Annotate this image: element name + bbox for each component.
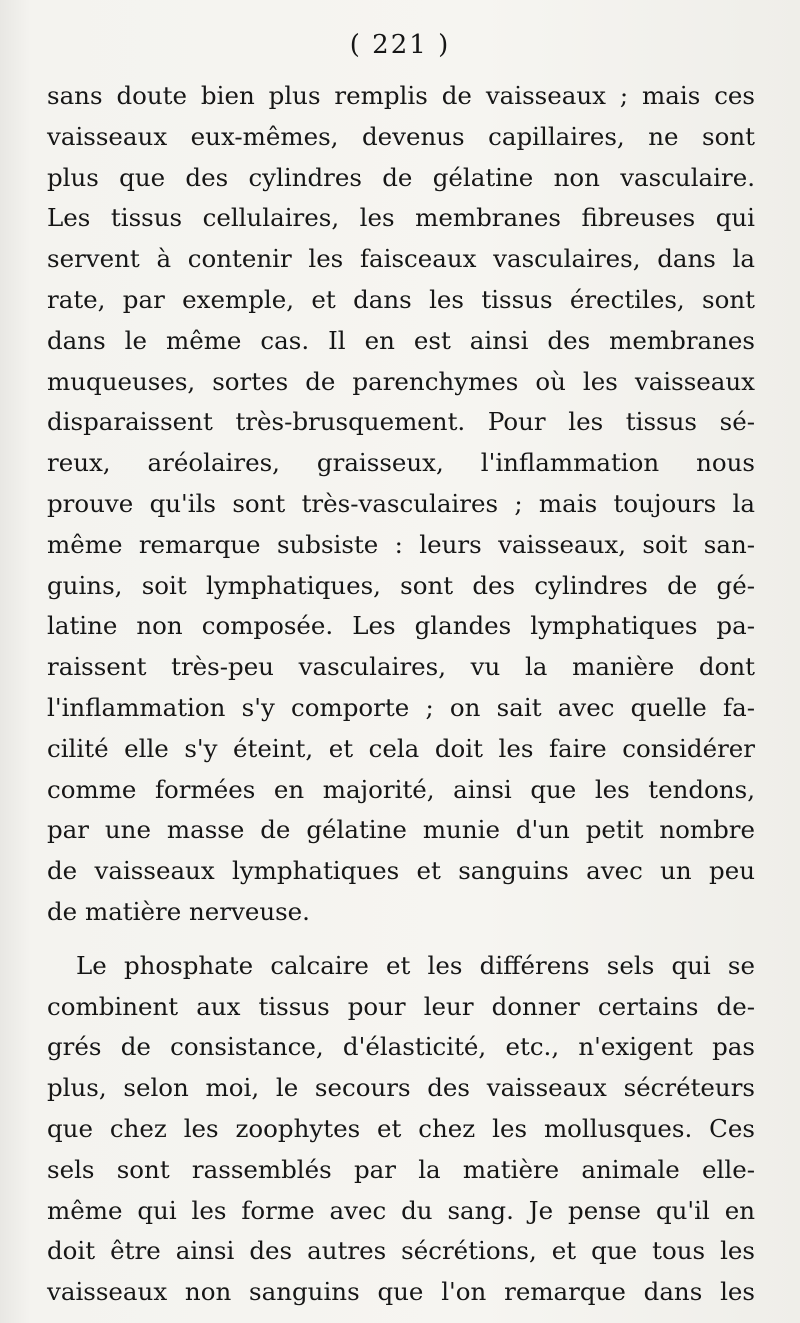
text-line: comme formées en majorité, ainsi que les tendons,	[47, 774, 755, 804]
text-line: que chez les zoophytes et chez les mollusques. Ces	[47, 1113, 755, 1143]
text-line: plus, selon moi, le secours des vaisseaux sécréteurs	[47, 1073, 755, 1103]
text-line: latine non composée. Les glandes lymphatiques pa-	[47, 611, 755, 641]
text-line: servent à contenir les faisceaux vasculaires, dans la	[47, 244, 755, 274]
page-number: ( 221 )	[349, 30, 451, 60]
text-line: grés de consistance, d'élasticité, etc., n'exigent pas	[47, 1032, 755, 1062]
text-line: de vaisseaux lymphatiques et sanguins avec un peu	[47, 856, 755, 886]
text-line: même remarque subsiste : leurs vaisseaux, soit san-	[47, 529, 755, 559]
text-line: guins, soit lymphatiques, sont des cylindres de gé-	[47, 570, 755, 600]
text-line: l'inflammation s'y comporte ; on sait avec quelle fa-	[47, 692, 755, 722]
text-line: combinent aux tissus pour leur donner certains de-	[47, 991, 755, 1021]
text-line: vaisseaux non sanguins que l'on remarque dans les	[47, 1277, 755, 1307]
body-text	[47, 76, 755, 1313]
paragraph-1	[47, 76, 755, 933]
text-line: rate, par exemple, et dans les tissus érectiles, sont	[47, 284, 755, 314]
text-line: reux, aréolaires, graisseux, l'inflammation nous	[47, 448, 755, 478]
text-line: muqueuses, sortes de parenchymes où les vaisseaux	[47, 366, 755, 396]
text-line: disparaissent très-brusquement. Pour les tissus sé-	[47, 407, 755, 437]
text-line: vaisseaux eux-mêmes, devenus capillaires, ne sont	[47, 121, 755, 151]
text-line: par une masse de gélatine munie d'un petit nombre	[47, 815, 755, 845]
text-line: prouve qu'ils sont très-vasculaires ; mais toujours la	[47, 488, 755, 518]
text-line: sans doute bien plus remplis de vaisseaux ; mais ces	[47, 81, 755, 110]
text-line: dans le même cas. Il en est ainsi des membranes	[47, 325, 755, 355]
text-line: sels sont rassemblés par la matière animale elle-	[47, 1154, 755, 1184]
text-line: plus que des cylindres de gélatine non vasculaire.	[47, 162, 755, 192]
text-line: même qui les forme avec du sang. Je pense qu'il en	[47, 1195, 755, 1225]
text-line: de matière nerveuse.	[47, 896, 310, 926]
text-line: Le phosphate calcaire et les différens sels qui se	[76, 950, 755, 980]
text-line: Les tissus cellulaires, les membranes fibreuses qui	[47, 203, 755, 233]
paragraph-2	[47, 946, 755, 1313]
text-line: cilité elle s'y éteint, et cela doit les faire considérer	[47, 733, 755, 763]
text-line: doit être ainsi des autres sécrétions, et que tous les	[47, 1236, 755, 1266]
text-line: raissent très-peu vasculaires, vu la manière dont	[47, 652, 755, 682]
